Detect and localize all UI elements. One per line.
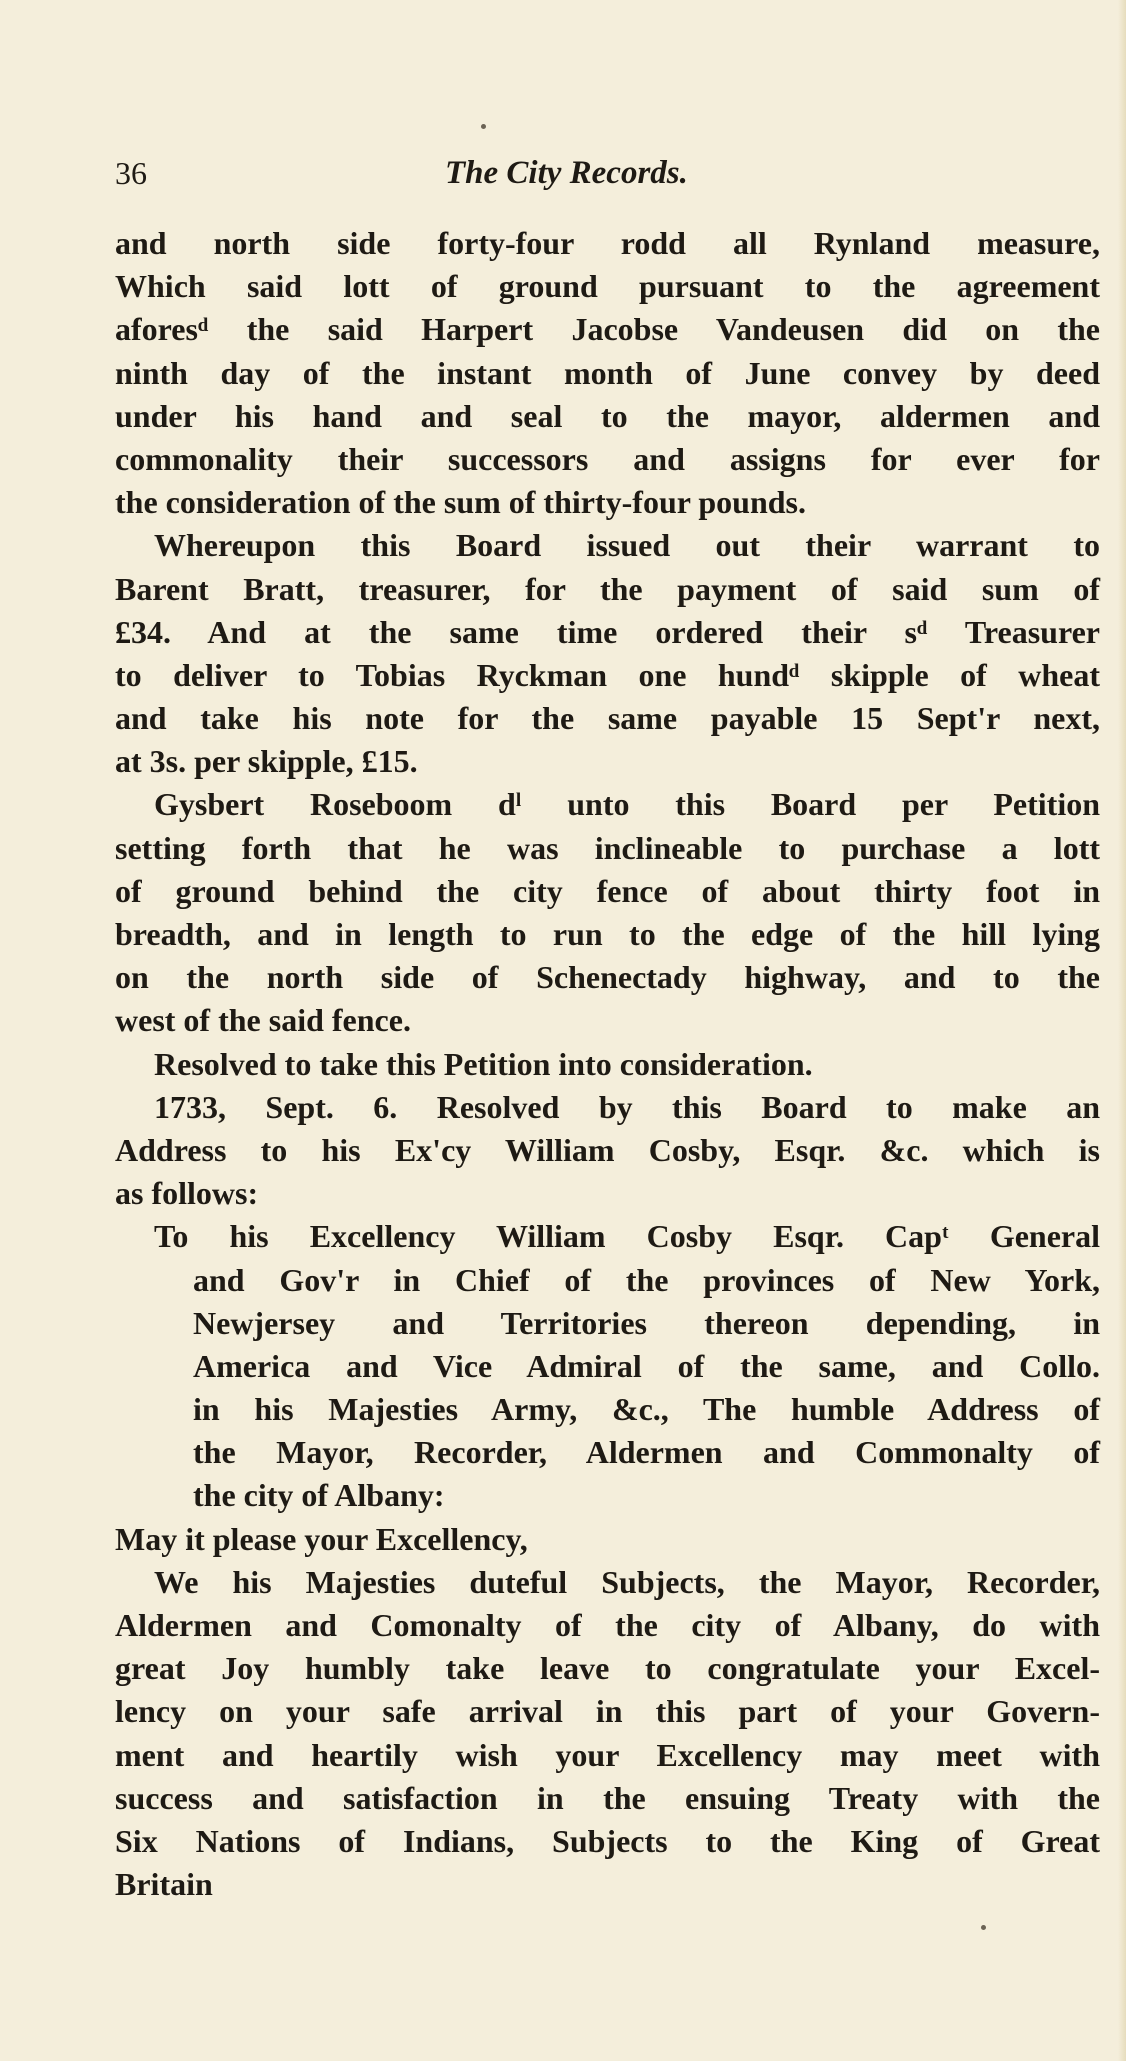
running-title: The City Records. — [445, 155, 688, 191]
text-line: 1733, Sept. 6. Resolved by this Board to make an — [154, 1088, 1100, 1125]
text-line: We his Majesties duteful Subjects, the Mayor, Recorder, — [154, 1563, 1100, 1600]
body-text — [115, 222, 1100, 1906]
text-line: Gysbert Roseboom dˡ unto this Board per Petition — [154, 786, 1100, 823]
text-line: Six Nations of Indians, Subjects to the King of Great — [115, 1822, 1100, 1859]
page-edge-shadow — [1118, 0, 1126, 2061]
text-line: May it please your Excellency, — [115, 1520, 528, 1557]
text-line: great Joy humbly take leave to congratulate your Excel- — [115, 1650, 1100, 1687]
text-line: and take his note for the same payable 15 Sept'r next, — [115, 700, 1100, 737]
text-line: the Mayor, Recorder, Aldermen and Commonalty of — [193, 1434, 1100, 1471]
text-line: Newjersey and Territories thereon depending, in — [193, 1304, 1100, 1341]
text-line: breadth, and in length to run to the edge of the hill lying — [115, 916, 1100, 952]
page-number: 36 — [115, 155, 147, 191]
text-line: ment and heartily wish your Excellency may meet with — [115, 1736, 1100, 1773]
text-line: as follows: — [115, 1175, 259, 1212]
print-speck — [981, 1925, 986, 1930]
text-line: Whereupon this Board issued out their warrant to — [154, 527, 1100, 564]
text-line: commonality their successors and assigns for ever for — [115, 440, 1100, 477]
text-line: west of the said fence. — [115, 1002, 411, 1039]
text-line: setting forth that he was inclineable to purchase a lott — [115, 829, 1100, 866]
text-line: under his hand and seal to the mayor, aldermen and — [115, 397, 1100, 434]
text-line: to deliver to Tobias Ryckman one hundᵈ skipple of wheat — [115, 656, 1100, 693]
text-line: To his Excellency William Cosby Esqr. Capᵗ General — [154, 1218, 1100, 1255]
text-line: America and Vice Admiral of the same, and Collo. — [193, 1347, 1100, 1384]
text-line: Address to his Ex'cy William Cosby, Esqr. &c. which is — [115, 1131, 1100, 1168]
text-line: Aldermen and Comonalty of the city of Albany, do with — [115, 1607, 1100, 1643]
text-line: in his Majesties Army, &c., The humble Address of — [193, 1391, 1100, 1428]
text-line: ninth day of the instant month of June convey by deed — [115, 354, 1100, 391]
text-line: success and satisfaction in the ensuing Treaty with the — [115, 1779, 1100, 1816]
text-line: Resolved to take this Petition into consideration. — [154, 1045, 813, 1082]
text-line: the city of Albany: — [193, 1477, 445, 1514]
text-line: and Gov'r in Chief of the provinces of New York, — [193, 1261, 1100, 1298]
text-line: and north side forty-four rodd all Rynland measure, — [115, 225, 1100, 261]
text-line: Britain — [115, 1866, 213, 1903]
text-line: at 3s. per skipple, £15. — [115, 743, 418, 780]
text-line: the consideration of the sum of thirty-four pounds. — [115, 484, 806, 521]
text-line: on the north side of Schenectady highway, and to the — [115, 959, 1100, 996]
text-line: of ground behind the city fence of about thirty foot in — [115, 872, 1100, 909]
text-line: £34. And at the same time ordered their sᵈ Treasurer — [115, 613, 1100, 650]
running-head — [115, 150, 1015, 196]
text-line: Barent Bratt, treasurer, for the payment of said sum of — [115, 570, 1100, 607]
text-line: lency on your safe arrival in this part of your Govern- — [115, 1693, 1100, 1730]
print-speck — [481, 124, 486, 129]
text-line: Which said lott of ground pursuant to the agreement — [115, 268, 1100, 305]
text-line: aforesᵈ the said Harpert Jacobse Vandeusen did on the — [115, 311, 1100, 348]
